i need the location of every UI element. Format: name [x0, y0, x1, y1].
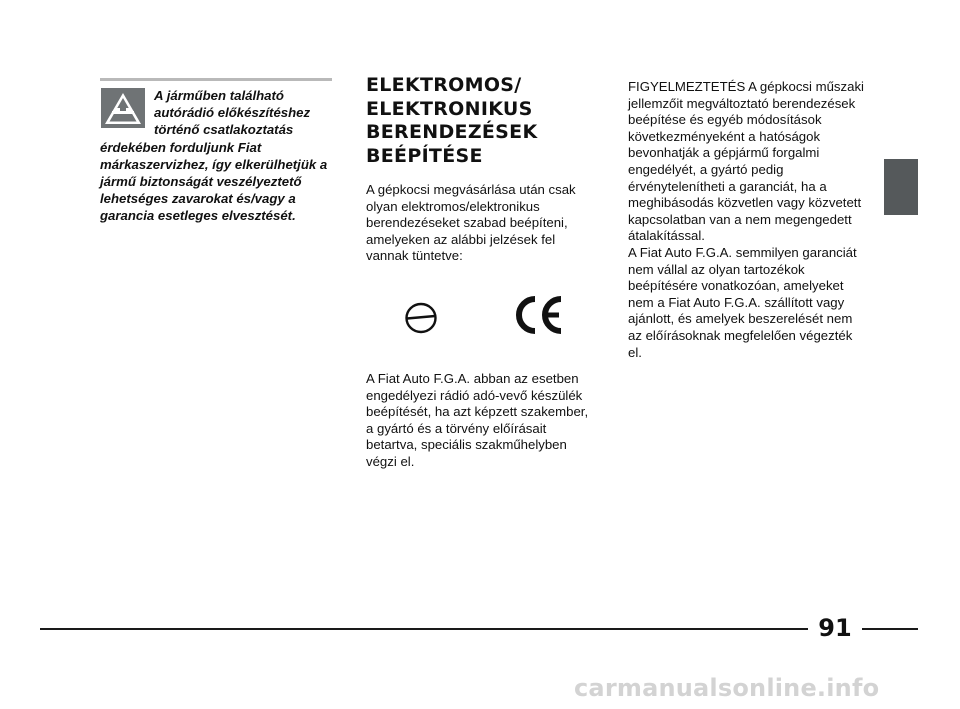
- notice-column: [628, 79, 866, 361]
- notice-paragraph-2: A Fiat Auto F.G.A. semmilyen garanciát nem vállal az olyan tartozékok beépítésére vonatkozóan, amelyeket nem a Fiat Auto F.G.A. szállított vagy ajánlott, és amelyek beszerelését nem az előírásoknak megfelelően végezték el.: [628, 244, 857, 360]
- footer-rule-right: [862, 628, 918, 630]
- ce-mark-icon: [513, 295, 565, 335]
- watermark: carmanualsonline.info: [574, 674, 880, 702]
- heading-line-4: BEÉPÍTÉSE: [366, 144, 483, 167]
- page-number: 91: [818, 614, 852, 642]
- heading-line-1: ELEKTROMOS/: [366, 74, 522, 96]
- approval-symbols: [366, 265, 598, 361]
- warning-triangle-icon: [101, 88, 145, 128]
- approval-text: A Fiat Auto F.G.A. abban az esetben engedélyezi rádió adó-vevő készülék beépítését, ha azt képzett szakember, a gyártó és a törvény előírásait betartva, speciális szakműhelyben végzi el.: [366, 370, 589, 469]
- section-heading: [366, 74, 598, 168]
- footer-rule-left: [40, 628, 808, 630]
- warning-top-rule: [100, 78, 332, 81]
- installation-section: [366, 74, 598, 471]
- warning-box: [100, 78, 332, 225]
- heading-line-3: BERENDEZÉSEK: [366, 121, 538, 143]
- warning-text-rest: érdekében forduljunk Fiat márkaszervizhez, így elkerülhetjük a jármű biztonságát veszélyeztető lehetséges zavarokat és/vagy a garancia esetleges elvesztését.: [100, 139, 328, 224]
- section-intro: A gépkocsi megvásárlása után csak olyan elektromos/elektronikus berendezéseket szabad beépíteni, amelyeken az alábbi jelzések fel vannak tüntetve:: [366, 182, 576, 264]
- warning-text-indented: A járműben található autórádió előkészítéshez történő csatlakoztatás: [154, 88, 311, 138]
- heading-line-2: ELEKTRONIKUS: [366, 97, 533, 120]
- e-mark-icon: [404, 301, 438, 335]
- notice-paragraph-1: FIGYELMEZTETÉS A gépkocsi műszaki jellemzőit megváltoztató berendezések beépítése és egyéb módosítások következményeként a hatóságok bevonhatják a gépjármű forgalmi engedélyét, a gyártó pedig érvénytelenítheti a garanciát, ha a meghibásodás közvetlen vagy közvetett kapcsolatban van a nem megengedett átalakítással.: [628, 79, 864, 244]
- chapter-tab: [884, 159, 918, 215]
